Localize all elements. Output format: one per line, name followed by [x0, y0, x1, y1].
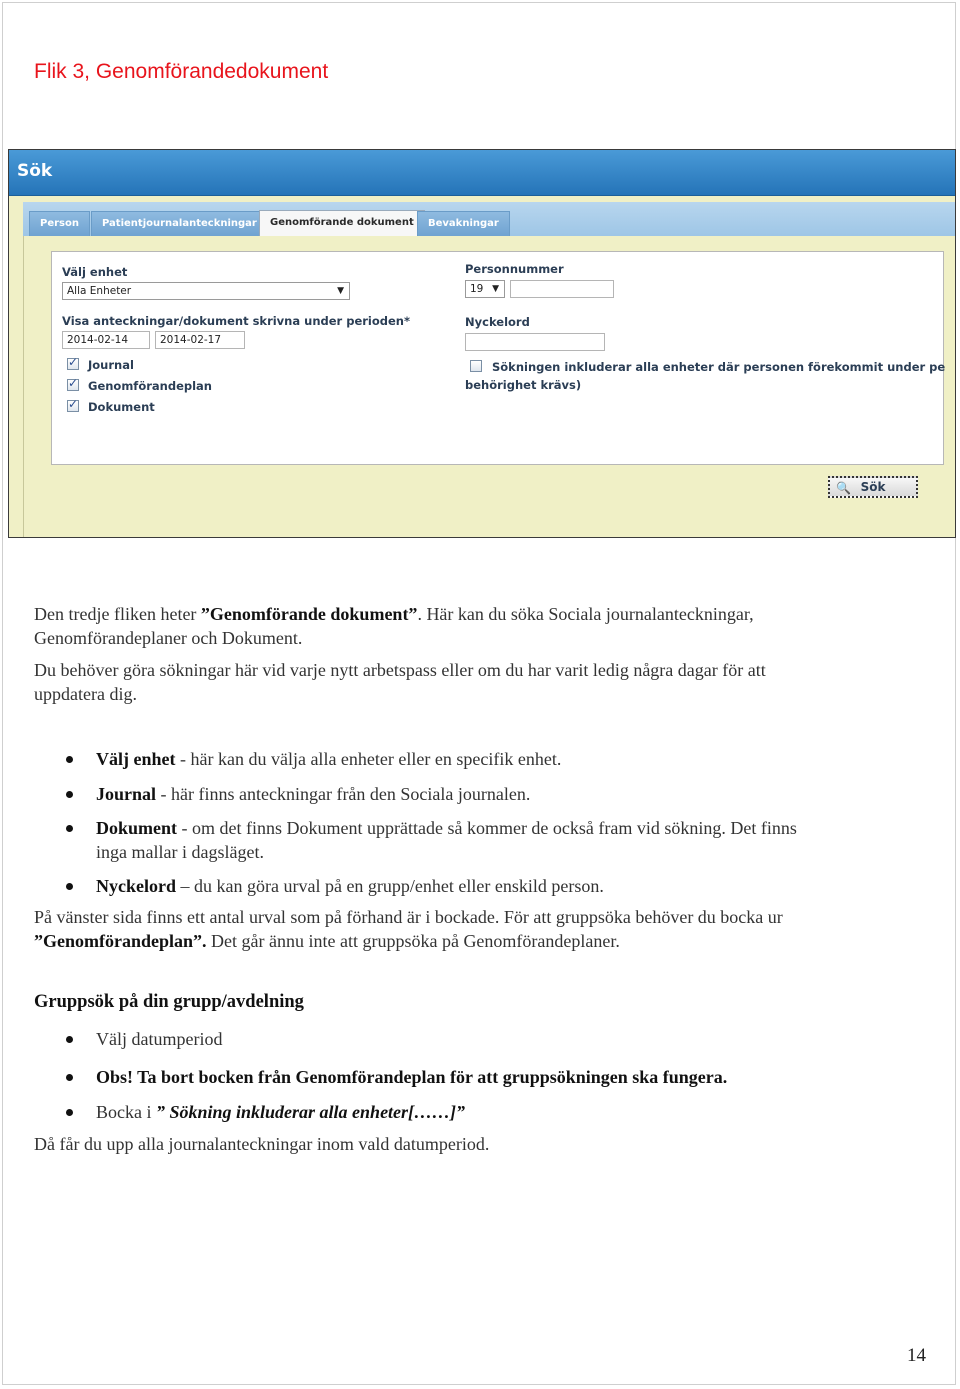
- tab-patientjournalanteckningar[interactable]: Patientjournalanteckningar: [91, 211, 268, 236]
- nyckelord-label: Nyckelord: [465, 315, 530, 329]
- update-paragraph: [34, 658, 914, 706]
- search-icon: 🔍: [836, 481, 851, 495]
- search-form-box: [51, 251, 944, 465]
- search-button-label: Sök: [860, 480, 886, 494]
- bullet-term: Journal: [96, 784, 157, 804]
- bullet-term: Välj enhet: [96, 749, 176, 769]
- tabs-strip: [23, 202, 956, 237]
- valj-enhet-label: Välj enhet: [62, 265, 128, 279]
- bullet-obs: [96, 1065, 916, 1089]
- bullet-bocka-plain: Bocka i: [96, 1102, 156, 1122]
- include-all-units-label-line2: behörighet krävs): [465, 378, 582, 392]
- intro-text: Den tredje fliken heter: [34, 604, 201, 624]
- date-to-input[interactable]: 2014-02-17: [155, 331, 245, 349]
- update-line2: uppdatera dig.: [34, 684, 137, 704]
- dokument-checkbox-label: Dokument: [88, 400, 155, 414]
- intro-text-end: . Här kan du söka Sociala journalanteckningar,: [417, 604, 754, 624]
- bullet-bocka-i: [96, 1100, 916, 1124]
- bullet-text-line2: inga mallar i dagsläget.: [96, 842, 264, 862]
- intro-bold: ”Genomförande dokument”: [200, 604, 418, 624]
- bullet-term: Nyckelord: [96, 876, 176, 896]
- period-label: Visa anteckningar/dokument skrivna under perioden*: [62, 314, 410, 328]
- journal-checkbox-label: Journal: [88, 358, 134, 372]
- search-button[interactable]: [828, 476, 918, 498]
- personnummer-prefix-value: 19: [470, 283, 484, 295]
- personnummer-label: Personnummer: [465, 262, 564, 276]
- dialog-title: Sök: [17, 161, 53, 181]
- bullet-dot: [66, 883, 73, 890]
- valj-enhet-select[interactable]: [62, 282, 350, 300]
- personnummer-input[interactable]: [510, 280, 614, 298]
- bullet-dot: [66, 791, 73, 798]
- page-heading: Flik 3, Genomförandedokument: [34, 60, 329, 83]
- bullet-text: - här kan du välja alla enheter eller en specifik enhet.: [175, 749, 562, 769]
- preselection-paragraph: [34, 905, 914, 953]
- genomforandeplan-checkbox[interactable]: [67, 379, 79, 391]
- preselection-bold: ”Genomförandeplan”.: [34, 931, 207, 951]
- bullet-text: - om det finns Dokument upprättade så kommer de också fram vid sökning. Det finns: [177, 818, 797, 838]
- preselection-line2: Det går ännu inte att gruppsöka på Genomförandeplaner.: [206, 931, 620, 951]
- bullet-bocka-bold-italic: ” Sökning inkluderar alla enheter[……]”: [156, 1102, 466, 1122]
- preselection-line1: På vänster sida finns ett antal urval som på förhand är i bockade. För att gruppsöka behöver du bocka ur: [34, 907, 783, 927]
- bullet-nyckelord: [96, 874, 916, 898]
- chevron-down-icon: ▼: [337, 286, 344, 296]
- date-from-input[interactable]: 2014-02-14: [62, 331, 150, 349]
- bullet-text: - här finns anteckningar från den Sociala journalen.: [156, 784, 531, 804]
- chevron-down-icon: ▼: [492, 284, 499, 294]
- dialog-titlebar: [9, 150, 955, 196]
- intro-line2: Genomförandeplaner och Dokument.: [34, 628, 303, 648]
- tab-person[interactable]: Person: [29, 211, 90, 236]
- update-line1: Du behöver göra sökningar här vid varje nytt arbetspass eller om du har varit ledig några dagar för att: [34, 660, 766, 680]
- bullet-dot: [66, 1109, 73, 1116]
- nyckelord-input[interactable]: [465, 333, 605, 351]
- bullet-dot: [66, 1036, 73, 1043]
- bullet-term: Dokument: [96, 818, 178, 838]
- search-dialog-screenshot: [8, 149, 956, 538]
- bullet-dot: [66, 825, 73, 832]
- bullet-obs-text: Obs! Ta bort bocken från Genomförandeplan för att gruppsökningen ska fungera.: [96, 1067, 728, 1087]
- dokument-checkbox[interactable]: [67, 400, 79, 412]
- section-heading: Gruppsök på din grupp/avdelning: [34, 992, 304, 1012]
- bullet-dokument: [96, 816, 916, 864]
- bullet-datumperiod: Välj datumperiod: [96, 1029, 223, 1049]
- bullet-dot: [66, 1074, 73, 1081]
- page-number: 14: [907, 1345, 926, 1366]
- tab-genomforande-dokument[interactable]: Genomförande dokument: [259, 210, 425, 236]
- include-all-units-checkbox[interactable]: [470, 360, 482, 372]
- tab-panel: [23, 236, 956, 538]
- intro-paragraph: [34, 602, 914, 650]
- tab-bevakningar[interactable]: Bevakningar: [417, 211, 510, 236]
- closing-paragraph: Då får du upp alla journalanteckningar inom vald datumperiod.: [34, 1134, 490, 1154]
- genomforandeplan-checkbox-label: Genomförandeplan: [88, 379, 212, 393]
- bullet-valj-enhet: [96, 747, 916, 771]
- personnummer-prefix-select[interactable]: [465, 280, 505, 298]
- valj-enhet-value: Alla Enheter: [67, 285, 132, 297]
- bullet-text: – du kan göra urval på en grupp/enhet eller enskild person.: [176, 876, 604, 896]
- include-all-units-label: Sökningen inkluderar alla enheter där personen förekommit under pe: [492, 360, 946, 374]
- bullet-journal: [96, 782, 916, 806]
- journal-checkbox[interactable]: [67, 358, 79, 370]
- bullet-dot: [66, 756, 73, 763]
